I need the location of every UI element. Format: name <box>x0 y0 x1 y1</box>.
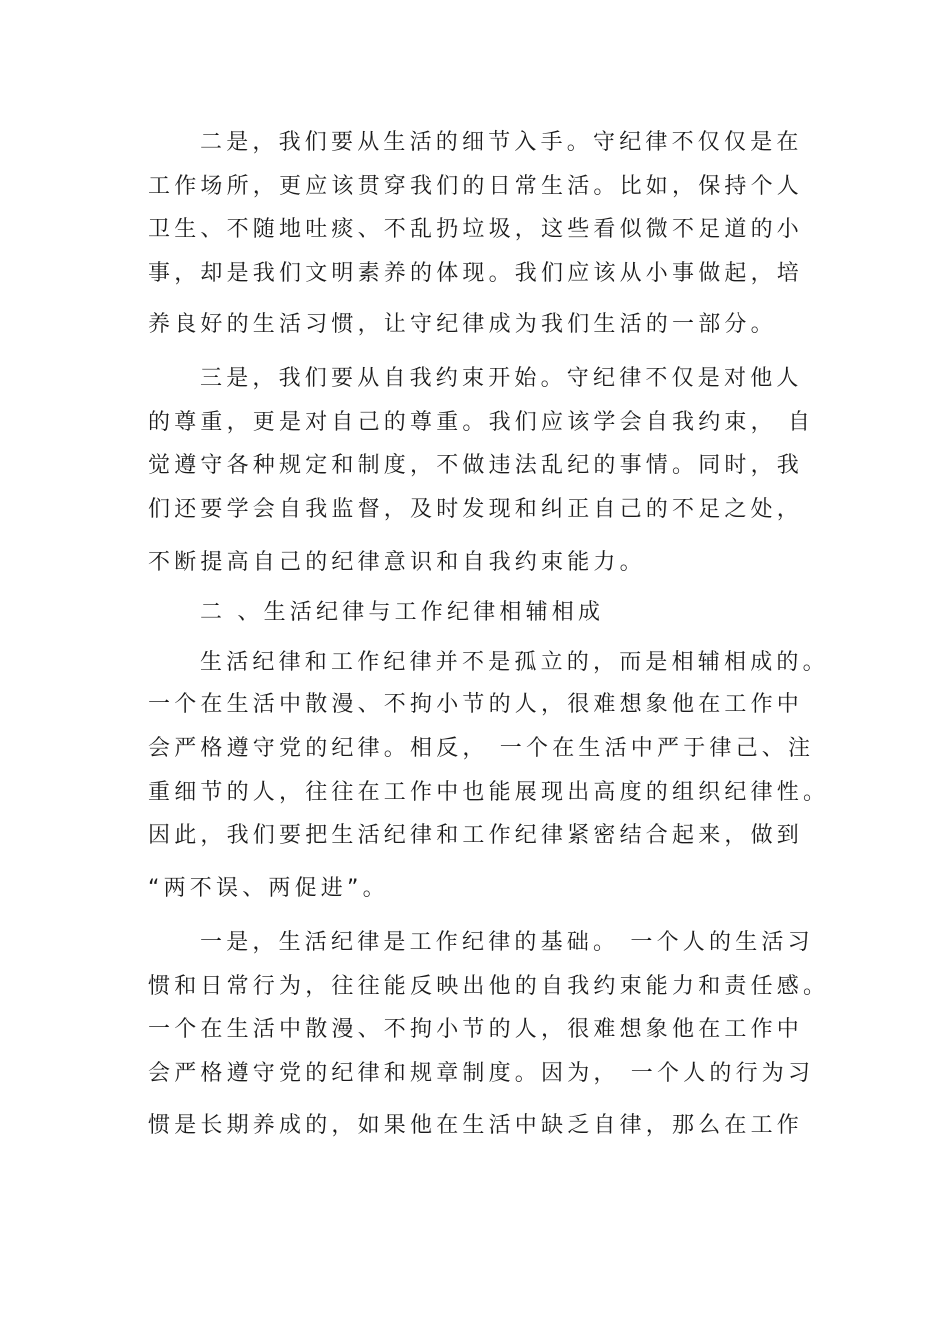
section-heading: 二 、生活纪律与工作纪律相辅相成 <box>200 600 605 625</box>
paragraph-line: 一个在生活中散漫、不拘小节的人，很难想象他在工作中 <box>148 1017 804 1042</box>
paragraph-line: 觉遵守各种规定和制度，不做违法乱纪的事情。同时，我 <box>148 453 804 478</box>
paragraph-line: 三是，我们要从自我约束开始。守纪律不仅是对他人 <box>200 366 803 391</box>
paragraph-line: 不断提高自己的纪律意识和自我约束能力。 <box>148 550 646 575</box>
paragraph-line: 生活纪律和工作纪律并不是孤立的，而是相辅相成的。 <box>200 650 829 675</box>
paragraph-line: 们还要学会自我监督，及时发现和纠正自己的不足之处， <box>148 497 804 522</box>
paragraph-line: 因此，我们要把生活纪律和工作纪律紧密结合起来，做到 <box>148 823 804 848</box>
paragraph-line: 重细节的人，往往在工作中也能展现出高度的组织纪律性。 <box>148 780 830 805</box>
paragraph-line: 会严格遵守党的纪律和规章制度。因为， 一个人的行为习 <box>148 1061 815 1086</box>
paragraph-line: 工作场所，更应该贯穿我们的日常生活。比如，保持个人 <box>148 174 804 199</box>
paragraph-line: 一个在生活中散漫、不拘小节的人，很难想象他在工作中 <box>148 692 804 717</box>
paragraph-line: 事，却是我们文明素养的体现。我们应该从小事做起，培 <box>148 261 804 286</box>
paragraph-line: 养良好的生活习惯，让守纪律成为我们生活的一部分。 <box>148 312 777 337</box>
paragraph-line: 卫生、不随地吐痰、不乱扔垃圾，这些看似微不足道的小 <box>148 217 804 242</box>
paragraph-line: 二是，我们要从生活的细节入手。守纪律不仅仅是在 <box>200 130 803 155</box>
paragraph-line: 一是，生活纪律是工作纪律的基础。 一个人的生活习 <box>200 930 814 955</box>
paragraph-line: 惯是长期养成的，如果他在生活中缺乏自律，那么在工作 <box>148 1113 804 1138</box>
paragraph-line: 惯和日常行为，往往能反映出他的自我约束能力和责任感。 <box>148 974 830 999</box>
paragraph-line: 的尊重，更是对自己的尊重。我们应该学会自我约束， 自 <box>148 410 815 435</box>
paragraph-line: 会严格遵守党的纪律。相反， 一个在生活中严于律己、注 <box>148 736 815 761</box>
paragraph-line: “两不误、两促进”。 <box>148 876 389 901</box>
